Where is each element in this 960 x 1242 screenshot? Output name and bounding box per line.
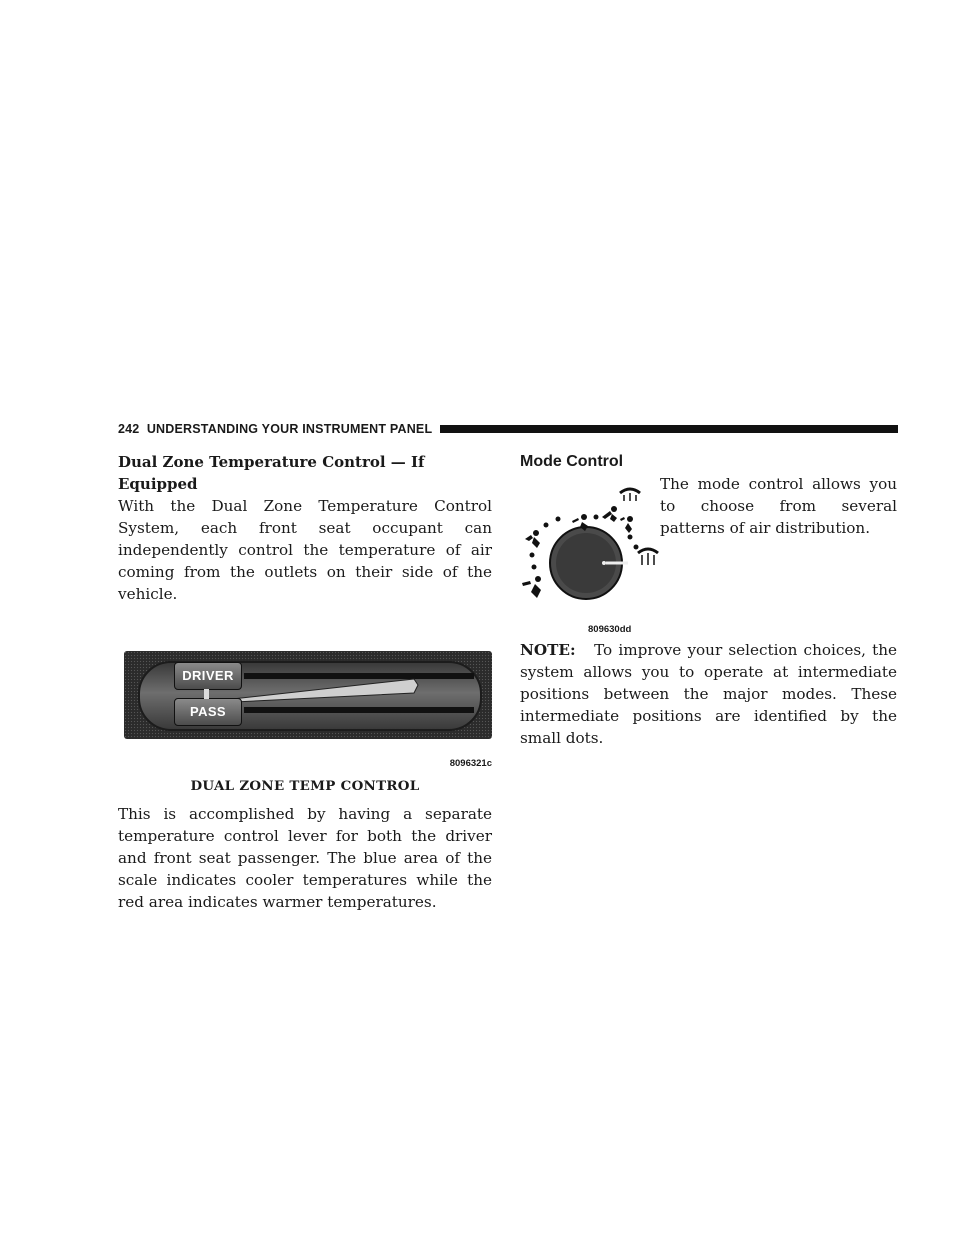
header-rule	[440, 425, 898, 433]
mode-control-heading: Mode Control	[520, 453, 624, 470]
mode-control-intro: The mode control allows you to choose from several patterns of air distribution.	[660, 475, 897, 537]
dual-zone-figure	[118, 651, 492, 775]
temp-scale-wedge	[214, 675, 424, 705]
driver-lever: DRIVER	[174, 662, 242, 690]
dual-zone-heading: Dual Zone Temperature Control — If Equipped	[118, 453, 425, 493]
page-number: 242	[118, 422, 140, 436]
mode-control-knob-figure	[520, 481, 660, 613]
mix-mode-icon	[602, 506, 617, 522]
floor-defrost-icon	[620, 516, 633, 533]
note-text: To improve your selection choices, the system allows you to operate at intermediate positions between the major modes. These intermediate positions are identified by the small dots.	[520, 641, 897, 747]
note-label: NOTE:	[520, 641, 576, 659]
panel-mode-icon	[525, 530, 540, 548]
mode-control-note	[520, 639, 897, 749]
mode-control-block	[520, 473, 897, 635]
driver-lever-stem	[204, 689, 209, 699]
left-column	[118, 451, 492, 913]
pass-track	[244, 707, 474, 713]
figure-id: 8096321c	[449, 758, 492, 769]
page-header	[118, 421, 898, 437]
floor-mode-icon	[522, 576, 541, 598]
defrost-mid-icon	[620, 489, 640, 501]
defrost-icon	[638, 549, 658, 565]
temp-control-panel	[124, 651, 492, 739]
dual-zone-body: This is accomplished by having a separate temperature control lever for both the driver and front seat passenger. The blue area of the scale indicates cooler temperatures while the red area indicates warmer temperatures.	[118, 805, 492, 911]
figure-caption: DUAL ZONE TEMP CONTROL	[190, 778, 420, 794]
pass-lever: PASS	[174, 698, 242, 726]
page-header-text	[118, 422, 432, 436]
mode-figure-id: 809630dd	[588, 624, 632, 635]
right-column	[520, 451, 897, 749]
dual-zone-intro: With the Dual Zone Temperature Control System, each front seat occupant can independently control the temperature of air coming from the outlets on their side of the vehicle.	[118, 497, 492, 603]
section-title: UNDERSTANDING YOUR INSTRUMENT PANEL	[146, 422, 433, 436]
